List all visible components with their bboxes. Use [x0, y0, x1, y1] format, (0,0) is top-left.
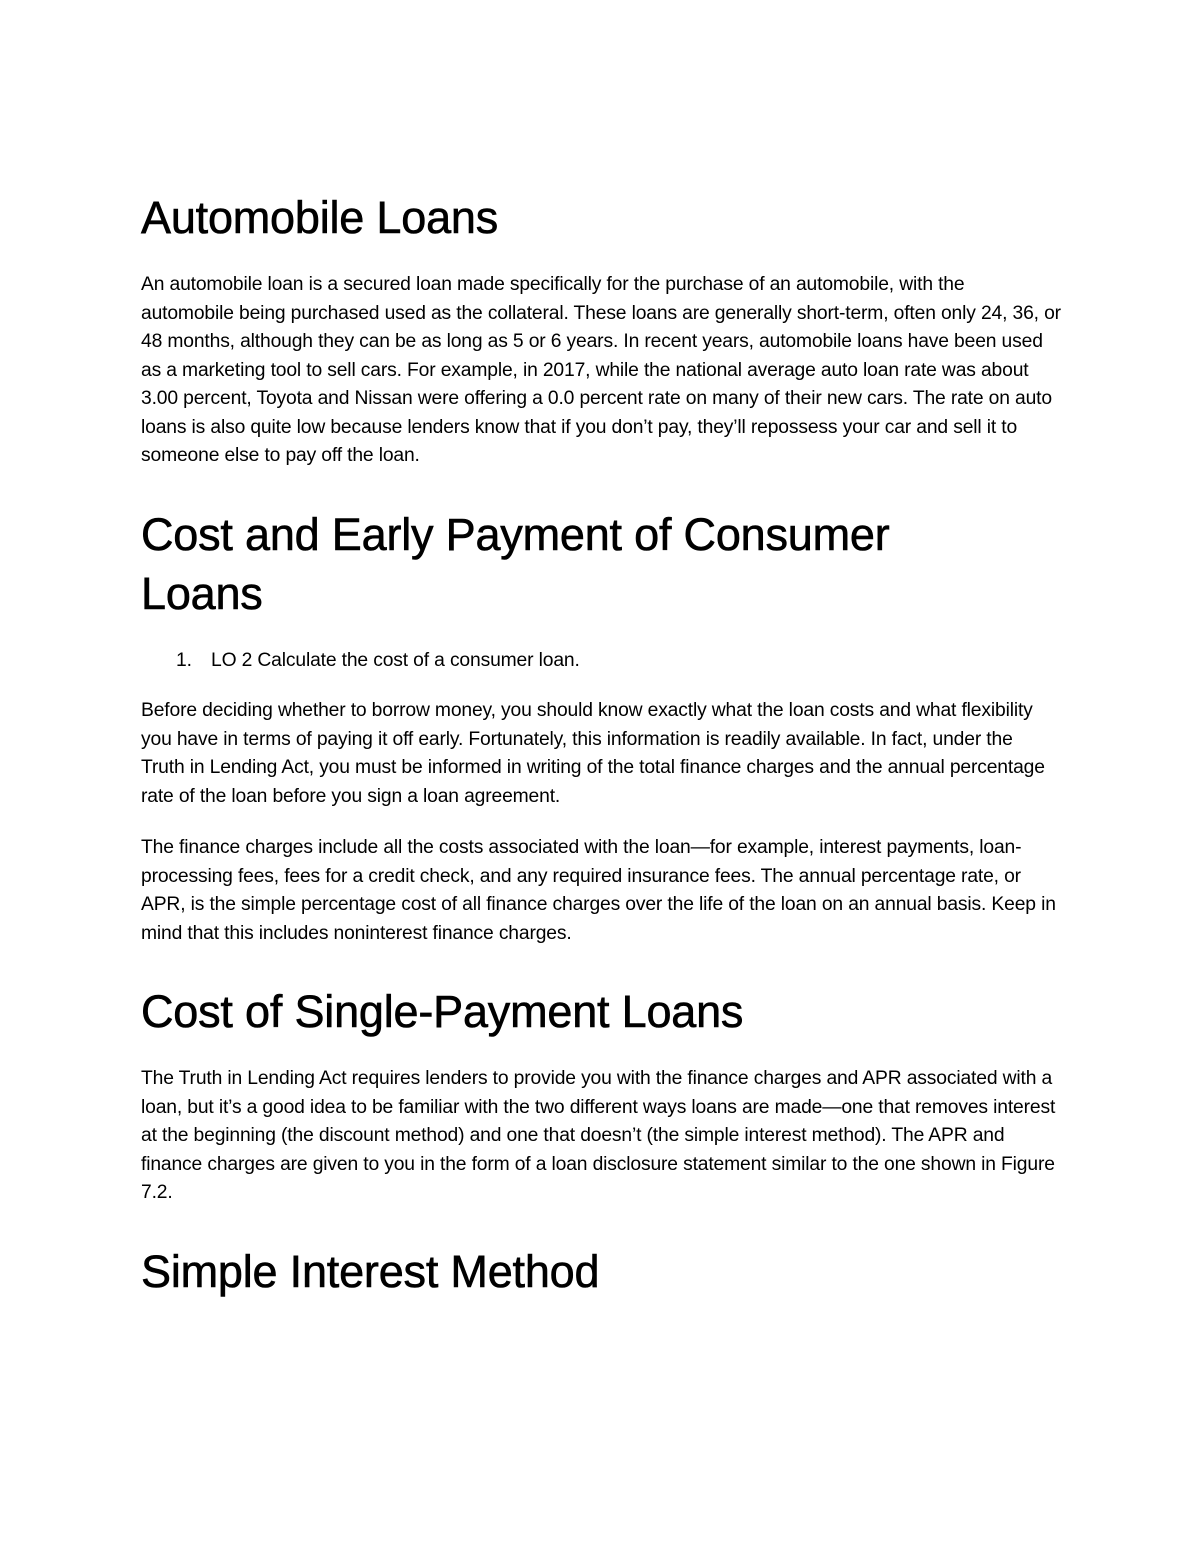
- list-item: [141, 647, 1061, 676]
- list-item-text: LO 2 Calculate the cost of a consumer loan.: [211, 649, 580, 671]
- heading-simple-interest-method: Simple Interest Method: [141, 1245, 600, 1297]
- list-item-number: 1.: [176, 649, 192, 671]
- heading-automobile-loans: Automobile Loans: [141, 192, 499, 243]
- document-page: [141, 188, 1061, 1301]
- paragraph-truth-in-lending: The Truth in Lending Act requires lenders to provide you with the finance charges and APR associated with a loan, but it’s a good idea to be familiar with the two different ways loans are made—one that removes interest at the beginning (the discount method) and one that doesn’t (the simple interest method). The APR and finance charges are given to you in the form of a loan disclosure statement similar to the one shown in Figure 7.2.: [141, 1068, 1056, 1203]
- paragraph-finance-charges: The finance charges include all the costs associated with the loan—for example, interest payments, loan-processing fees, fees for a credit check, and any required insurance fees. The annual percentage rate, or APR, is the simple percentage cost of all finance charges over the life of the loan on an annual basis. Keep in mind that this includes noninterest finance charges.: [141, 837, 1056, 944]
- paragraph-automobile-loans: An automobile loan is a secured loan made specifically for the purchase of an automobile, with the automobile being purchased used as the collateral. These loans are generally short-term, often only 24, 36, or 48 months, although they can be as long as 5 or 6 years. In recent years, automobile loans have been used as a marketing tool to sell cars. For example, in 2017, while the national average auto loan rate was about 3.00 percent, Toyota and Nissan were offering a 0.0 percent rate on many of their new cars. The rate on auto loans is also quite low because lenders know that if you don’t pay, they’ll repossess your car and sell it to someone else to pay off the loan.: [141, 274, 1061, 466]
- learning-objective-list: [141, 647, 1061, 676]
- heading-single-payment-loans: Cost of Single-Payment Loans: [141, 986, 744, 1037]
- heading-cost-early-payment: Cost and Early Payment of Consumer Loans: [141, 508, 890, 619]
- paragraph-before-deciding: Before deciding whether to borrow money, you should know exactly what the loan costs and what flexibility you have in terms of paying it off early. Fortunately, this information is readily available. In fact, under the Truth in Lending Act, you must be informed in writing of the total finance charges and the annual percentage rate of the loan before you sign a loan agreement.: [141, 700, 1045, 807]
